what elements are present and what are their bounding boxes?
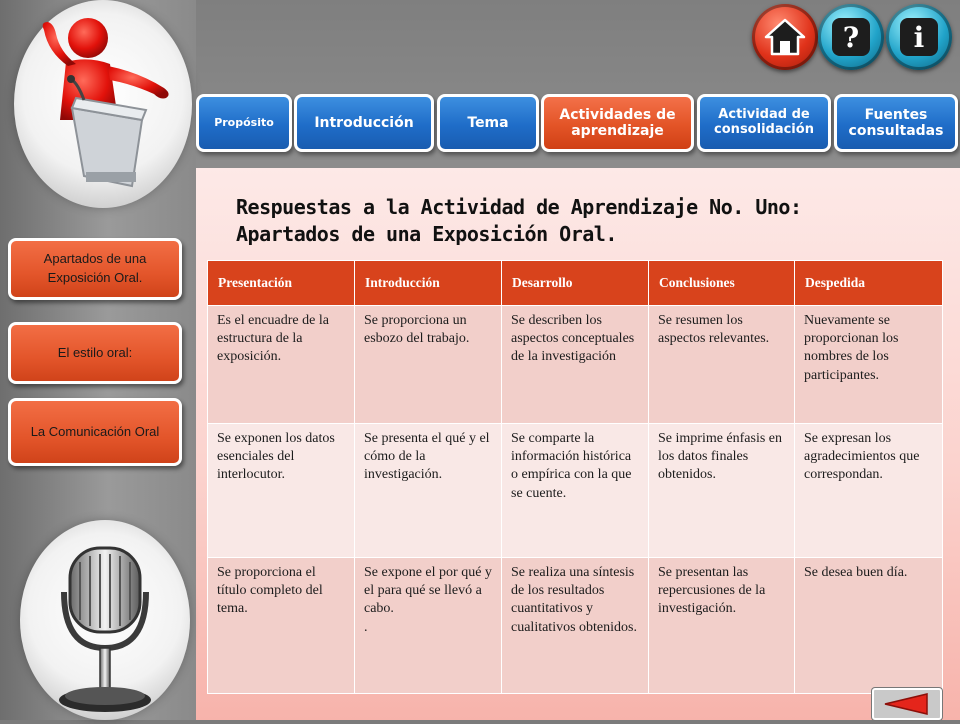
tab-consolidacion[interactable]	[697, 94, 831, 152]
sidebar-item-apartados[interactable]	[8, 238, 182, 300]
home-icon	[763, 17, 807, 57]
help-button[interactable]	[818, 4, 884, 70]
table-cell: Nuevamente se proporcionan los nombres de los participantes.	[795, 306, 943, 424]
tab-tema[interactable]	[437, 94, 539, 152]
back-button[interactable]	[872, 688, 942, 720]
info-button[interactable]	[886, 4, 952, 70]
tab-proposito[interactable]	[196, 94, 292, 152]
microphone-circle	[20, 520, 190, 720]
tab-label: Actividad de consolidación	[714, 107, 814, 137]
page-title-line1: Respuestas a la Actividad de Aprendizaje No. Uno:	[236, 195, 802, 219]
table-header: Despedida	[795, 261, 943, 306]
speaker-at-podium-icon	[14, 0, 192, 208]
table-row	[208, 558, 943, 694]
table-row	[208, 306, 943, 424]
table-cell: Es el encuadre de la estructura de la exposición.	[208, 306, 355, 424]
table-cell: Se comparte la información histórica o empírica con la que se cuente.	[502, 424, 649, 558]
page-title-line2: Apartados de una Exposición Oral.	[236, 221, 617, 246]
question-icon: ?	[832, 18, 870, 56]
sidebar-item-comunicacion-oral[interactable]	[8, 398, 182, 466]
table-cell: Se presenta el qué y el cómo de la investigación.	[355, 424, 502, 558]
tab-fuentes[interactable]	[834, 94, 958, 152]
tab-actividades[interactable]	[541, 94, 694, 152]
tab-introduccion[interactable]	[294, 94, 434, 152]
table-cell	[355, 558, 502, 694]
sidebar-item-label: El estilo oral:	[57, 344, 133, 360]
sidebar-item-estilo-oral[interactable]	[8, 322, 182, 384]
tab-label: Actividades de aprendizaje	[559, 106, 676, 139]
info-icon: i	[900, 18, 938, 56]
microphone-icon	[20, 520, 190, 720]
table-cell: Se resumen los aspectos relevantes.	[649, 306, 795, 424]
answers-table	[207, 260, 943, 694]
table-header: Desarrollo	[502, 261, 649, 306]
tab-label: Propósito	[214, 115, 274, 129]
table-cell: Se proporciona el título completo del tema.	[208, 558, 355, 694]
table-cell: Se desea buen día.	[795, 558, 943, 694]
table-cell: Se presentan las repercusiones de la investigación.	[649, 558, 795, 694]
table-cell-text: Se expone el por qué y el para qué se llevó a cabo.	[364, 565, 492, 617]
table-cell: Se describen los aspectos conceptuales de la investigación	[502, 306, 649, 424]
table-cell: Se imprime énfasis en los datos finales obtenidos.	[649, 424, 795, 558]
sidebar-item-label: Apartados de una Exposición Oral.	[43, 251, 147, 285]
tab-label: Fuentes consultadas	[848, 106, 944, 139]
table-cell: Se exponen los datos esenciales del interlocutor.	[208, 424, 355, 558]
home-button[interactable]	[752, 4, 818, 70]
table-cell: Se realiza una síntesis de los resultados cuantitativos y cualitativos obtenidos.	[502, 558, 649, 694]
table-cell: Se proporciona un esbozo del trabajo.	[355, 306, 502, 424]
tab-label: Tema	[467, 114, 509, 131]
table-header: Conclusiones	[649, 261, 795, 306]
table-header: Presentación	[208, 261, 355, 306]
sidebar-item-label: La Comunicación Oral	[30, 423, 160, 439]
speaker-circle	[14, 0, 192, 208]
tab-label: Introducción	[314, 114, 414, 131]
table-header-row	[208, 261, 943, 306]
left-arrow-icon	[879, 692, 935, 716]
page-title	[236, 194, 936, 247]
table-cell: Se expresan los agradecimientos que correspondan.	[795, 424, 943, 558]
table-cell-note: .	[364, 619, 368, 635]
table-row	[208, 424, 943, 558]
table-header: Introducción	[355, 261, 502, 306]
